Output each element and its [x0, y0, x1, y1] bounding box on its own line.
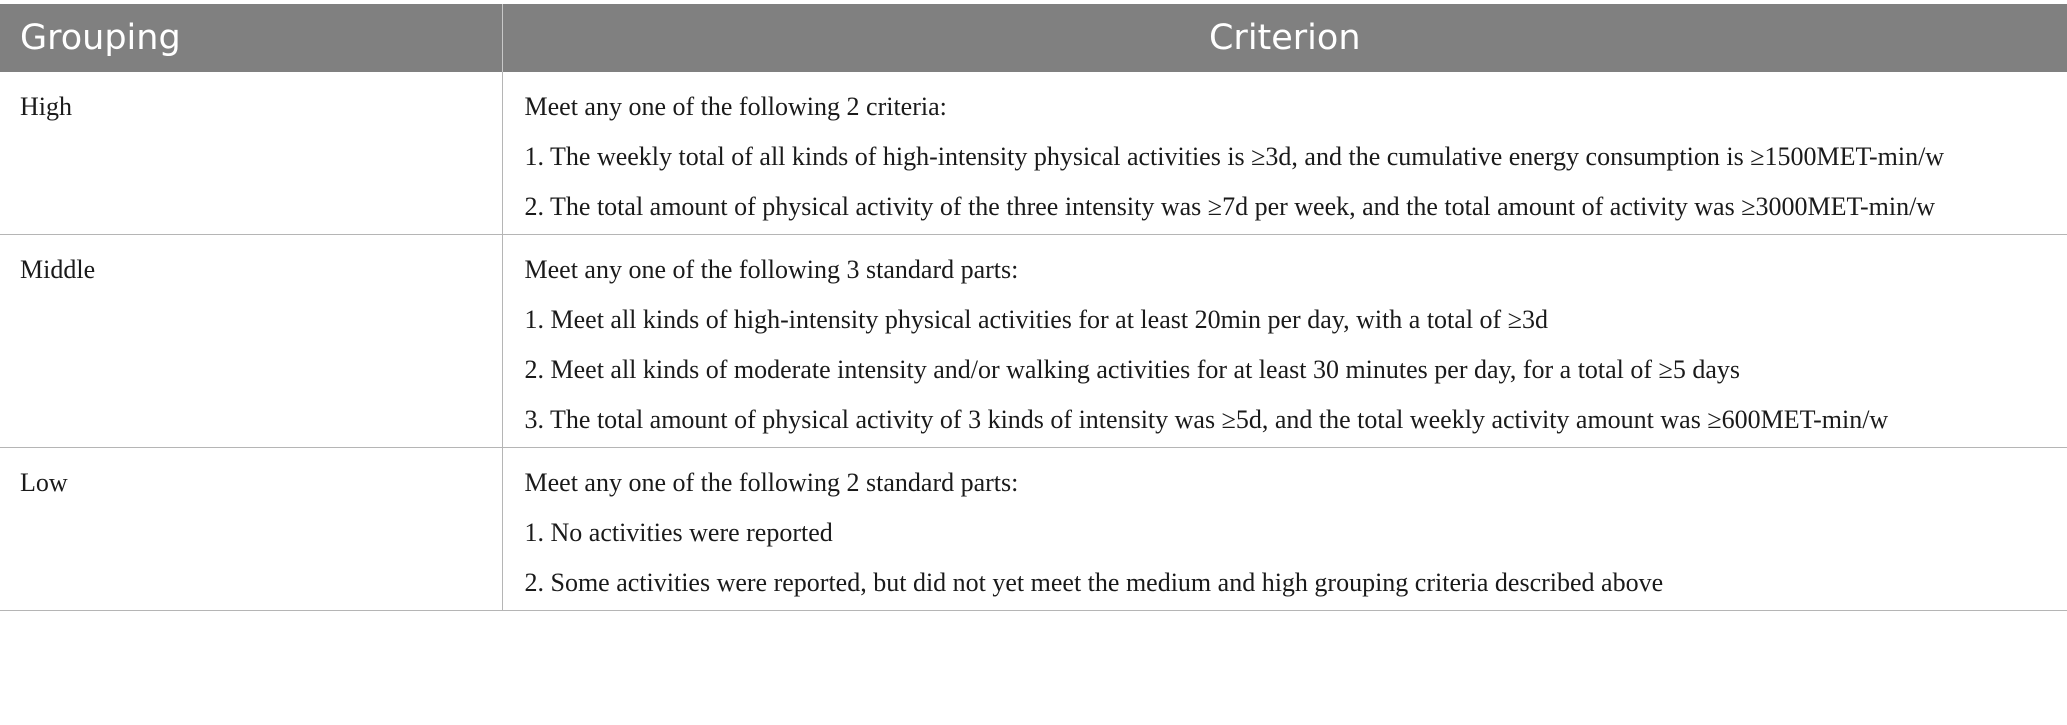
criterion-intro: Meet any one of the following 2 criteria: — [524, 92, 947, 121]
criterion-item: 1. No activities were reported — [524, 518, 833, 547]
table-header — [0, 4, 2067, 72]
header-row — [0, 4, 2067, 72]
criterion-list — [525, 295, 2044, 445]
group-cell: High — [0, 72, 502, 235]
criterion-item: 2. The total amount of physical activity of the three intensity was ≥7d per week, and the total amount of activity was ≥3000MET-min/w — [524, 192, 1936, 221]
column-header-grouping: Grouping — [0, 4, 502, 72]
criterion-cell — [502, 448, 2067, 611]
table-row-low — [0, 448, 2067, 611]
group-cell: Low — [0, 448, 502, 611]
criterion-item: 3. The total amount of physical activity of 3 kinds of intensity was ≥5d, and the total weekly activity amount was ≥600MET-min/w — [524, 405, 1889, 434]
criterion-item: 1. The weekly total of all kinds of high-intensity physical activities is ≥3d, and the cumulative energy consumption is ≥1500MET-min/w — [524, 142, 1945, 171]
table-row-high — [0, 72, 2067, 235]
criterion-cell — [502, 235, 2067, 448]
criterion-list — [525, 132, 2044, 232]
group-cell: Middle — [0, 235, 502, 448]
criterion-list — [525, 508, 2044, 608]
criteria-table — [0, 4, 2067, 611]
criterion-item: 2. Meet all kinds of moderate intensity and/or walking activities for at least 30 minutes per day, for a total of ≥5 days — [524, 355, 1740, 384]
criterion-item: 1. Meet all kinds of high-intensity physical activities for at least 20min per day, with a total of ≥3d — [524, 305, 1548, 334]
column-header-criterion: Criterion — [502, 4, 2067, 72]
criterion-cell — [502, 72, 2067, 235]
table-row-middle — [0, 235, 2067, 448]
criterion-item: 2. Some activities were reported, but did not yet meet the medium and high grouping criteria described above — [524, 568, 1664, 597]
criterion-intro: Meet any one of the following 2 standard parts: — [524, 468, 1019, 497]
criteria-table-container — [0, 4, 2067, 611]
table-body — [0, 72, 2067, 611]
criterion-intro: Meet any one of the following 3 standard parts: — [524, 255, 1019, 284]
